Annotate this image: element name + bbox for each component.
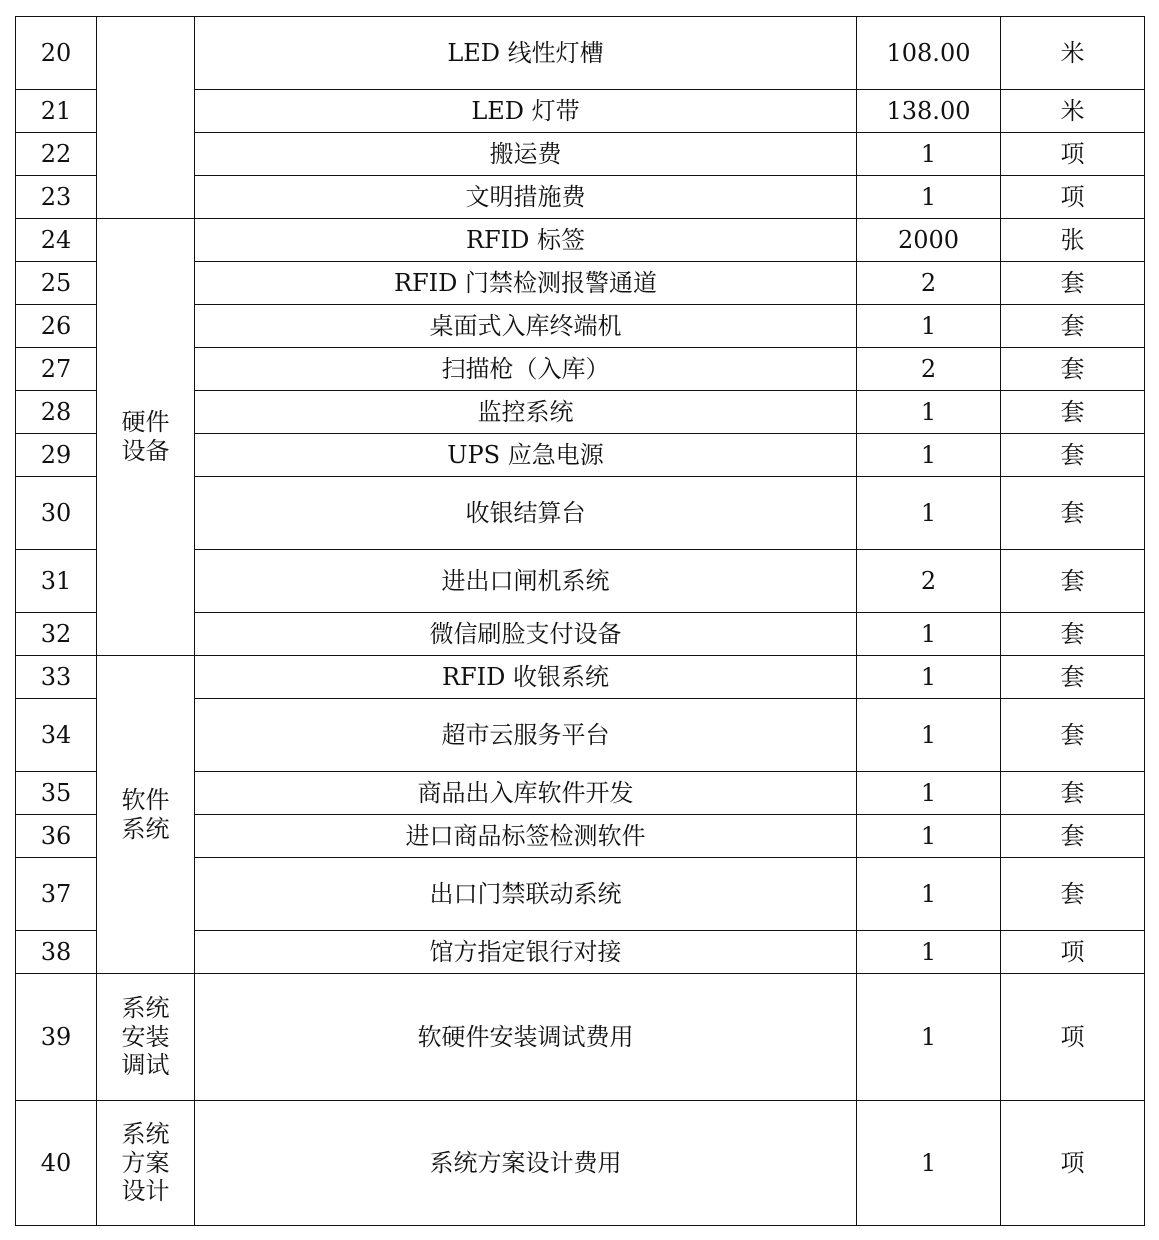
item-name: 馆方指定银行对接: [195, 931, 857, 974]
category-line: 软件: [121, 785, 170, 814]
item-quantity: 1: [857, 613, 1001, 656]
row-number: 21: [16, 90, 97, 133]
equipment-table: [15, 16, 1145, 1226]
category-line: 设计: [121, 1177, 170, 1206]
item-name: LED 线性灯槽: [195, 17, 857, 90]
item-unit: 米: [1001, 17, 1145, 90]
category-hardware: [97, 219, 195, 656]
category-line: 系统: [121, 814, 170, 843]
item-unit: 套: [1001, 391, 1145, 434]
item-name: 进出口闸机系统: [195, 550, 857, 613]
item-name: 系统方案设计费用: [195, 1101, 857, 1226]
row-number: 31: [16, 550, 97, 613]
item-quantity: 1: [857, 133, 1001, 176]
table-row: [16, 17, 1145, 90]
row-number: 34: [16, 699, 97, 772]
item-name: 收银结算台: [195, 477, 857, 550]
category-software: [97, 656, 195, 974]
row-number: 25: [16, 262, 97, 305]
row-number: 22: [16, 133, 97, 176]
item-name: 出口门禁联动系统: [195, 858, 857, 931]
table-row: [16, 219, 1145, 262]
item-quantity: 1: [857, 815, 1001, 858]
item-quantity: 1: [857, 305, 1001, 348]
item-unit: 套: [1001, 434, 1145, 477]
item-name: RFID 门禁检测报警通道: [195, 262, 857, 305]
row-number: 40: [16, 1101, 97, 1226]
table-row: [16, 656, 1145, 699]
item-unit: 套: [1001, 550, 1145, 613]
item-quantity: 1: [857, 1101, 1001, 1226]
item-name: 扫描枪（入库）: [195, 348, 857, 391]
item-unit: 套: [1001, 613, 1145, 656]
item-quantity: 1: [857, 858, 1001, 931]
item-quantity: 1: [857, 434, 1001, 477]
item-unit: 套: [1001, 815, 1145, 858]
item-quantity: 1: [857, 477, 1001, 550]
row-number: 33: [16, 656, 97, 699]
item-quantity: 1: [857, 391, 1001, 434]
category-line: 系统: [121, 993, 170, 1022]
category-line: 安装: [121, 1022, 170, 1051]
item-name: 超市云服务平台: [195, 699, 857, 772]
item-name: 软硬件安装调试费用: [195, 974, 857, 1101]
item-unit: 套: [1001, 262, 1145, 305]
item-unit: 项: [1001, 1101, 1145, 1226]
category-line: 调试: [121, 1051, 170, 1080]
item-name: 桌面式入库终端机: [195, 305, 857, 348]
item-unit: 套: [1001, 477, 1145, 550]
item-unit: 项: [1001, 931, 1145, 974]
category-line: 硬件: [121, 408, 170, 437]
table-row: [16, 974, 1145, 1101]
item-unit: 套: [1001, 858, 1145, 931]
category-design: [97, 1101, 195, 1226]
row-number: 37: [16, 858, 97, 931]
item-quantity: 1: [857, 974, 1001, 1101]
row-number: 26: [16, 305, 97, 348]
item-name: RFID 收银系统: [195, 656, 857, 699]
item-unit: 套: [1001, 656, 1145, 699]
item-unit: 项: [1001, 133, 1145, 176]
item-quantity: 1: [857, 176, 1001, 219]
category-line: 系统: [121, 1119, 170, 1148]
item-quantity: 2: [857, 348, 1001, 391]
item-name: 进口商品标签检测软件: [195, 815, 857, 858]
item-unit: 套: [1001, 772, 1145, 815]
category-line: 设备: [121, 437, 170, 465]
row-number: 27: [16, 348, 97, 391]
row-number: 32: [16, 613, 97, 656]
item-quantity: 2000: [857, 219, 1001, 262]
item-name: 商品出入库软件开发: [195, 772, 857, 815]
item-name: RFID 标签: [195, 219, 857, 262]
item-quantity: 2: [857, 262, 1001, 305]
item-quantity: 138.00: [857, 90, 1001, 133]
item-name: UPS 应急电源: [195, 434, 857, 477]
item-unit: 项: [1001, 974, 1145, 1101]
row-number: 23: [16, 176, 97, 219]
item-quantity: 1: [857, 699, 1001, 772]
item-quantity: 1: [857, 772, 1001, 815]
item-unit: 米: [1001, 90, 1145, 133]
item-unit: 张: [1001, 219, 1145, 262]
item-unit: 项: [1001, 176, 1145, 219]
row-number: 28: [16, 391, 97, 434]
row-number: 36: [16, 815, 97, 858]
item-name: 文明措施费: [195, 176, 857, 219]
category-cell-blank: [97, 17, 195, 219]
item-name: 搬运费: [195, 133, 857, 176]
item-unit: 套: [1001, 699, 1145, 772]
row-number: 38: [16, 931, 97, 974]
item-quantity: 1: [857, 931, 1001, 974]
item-name: LED 灯带: [195, 90, 857, 133]
category-install: [97, 974, 195, 1101]
item-name: 微信刷脸支付设备: [195, 613, 857, 656]
category-line: 方案: [121, 1148, 170, 1177]
item-quantity: 2: [857, 550, 1001, 613]
item-name: 监控系统: [195, 391, 857, 434]
row-number: 35: [16, 772, 97, 815]
row-number: 39: [16, 974, 97, 1101]
item-unit: 套: [1001, 348, 1145, 391]
item-quantity: 1: [857, 656, 1001, 699]
item-unit: 套: [1001, 305, 1145, 348]
row-number: 20: [16, 17, 97, 90]
row-number: 29: [16, 434, 97, 477]
item-quantity: 108.00: [857, 17, 1001, 90]
table-row: [16, 1101, 1145, 1226]
row-number: 30: [16, 477, 97, 550]
row-number: 24: [16, 219, 97, 262]
